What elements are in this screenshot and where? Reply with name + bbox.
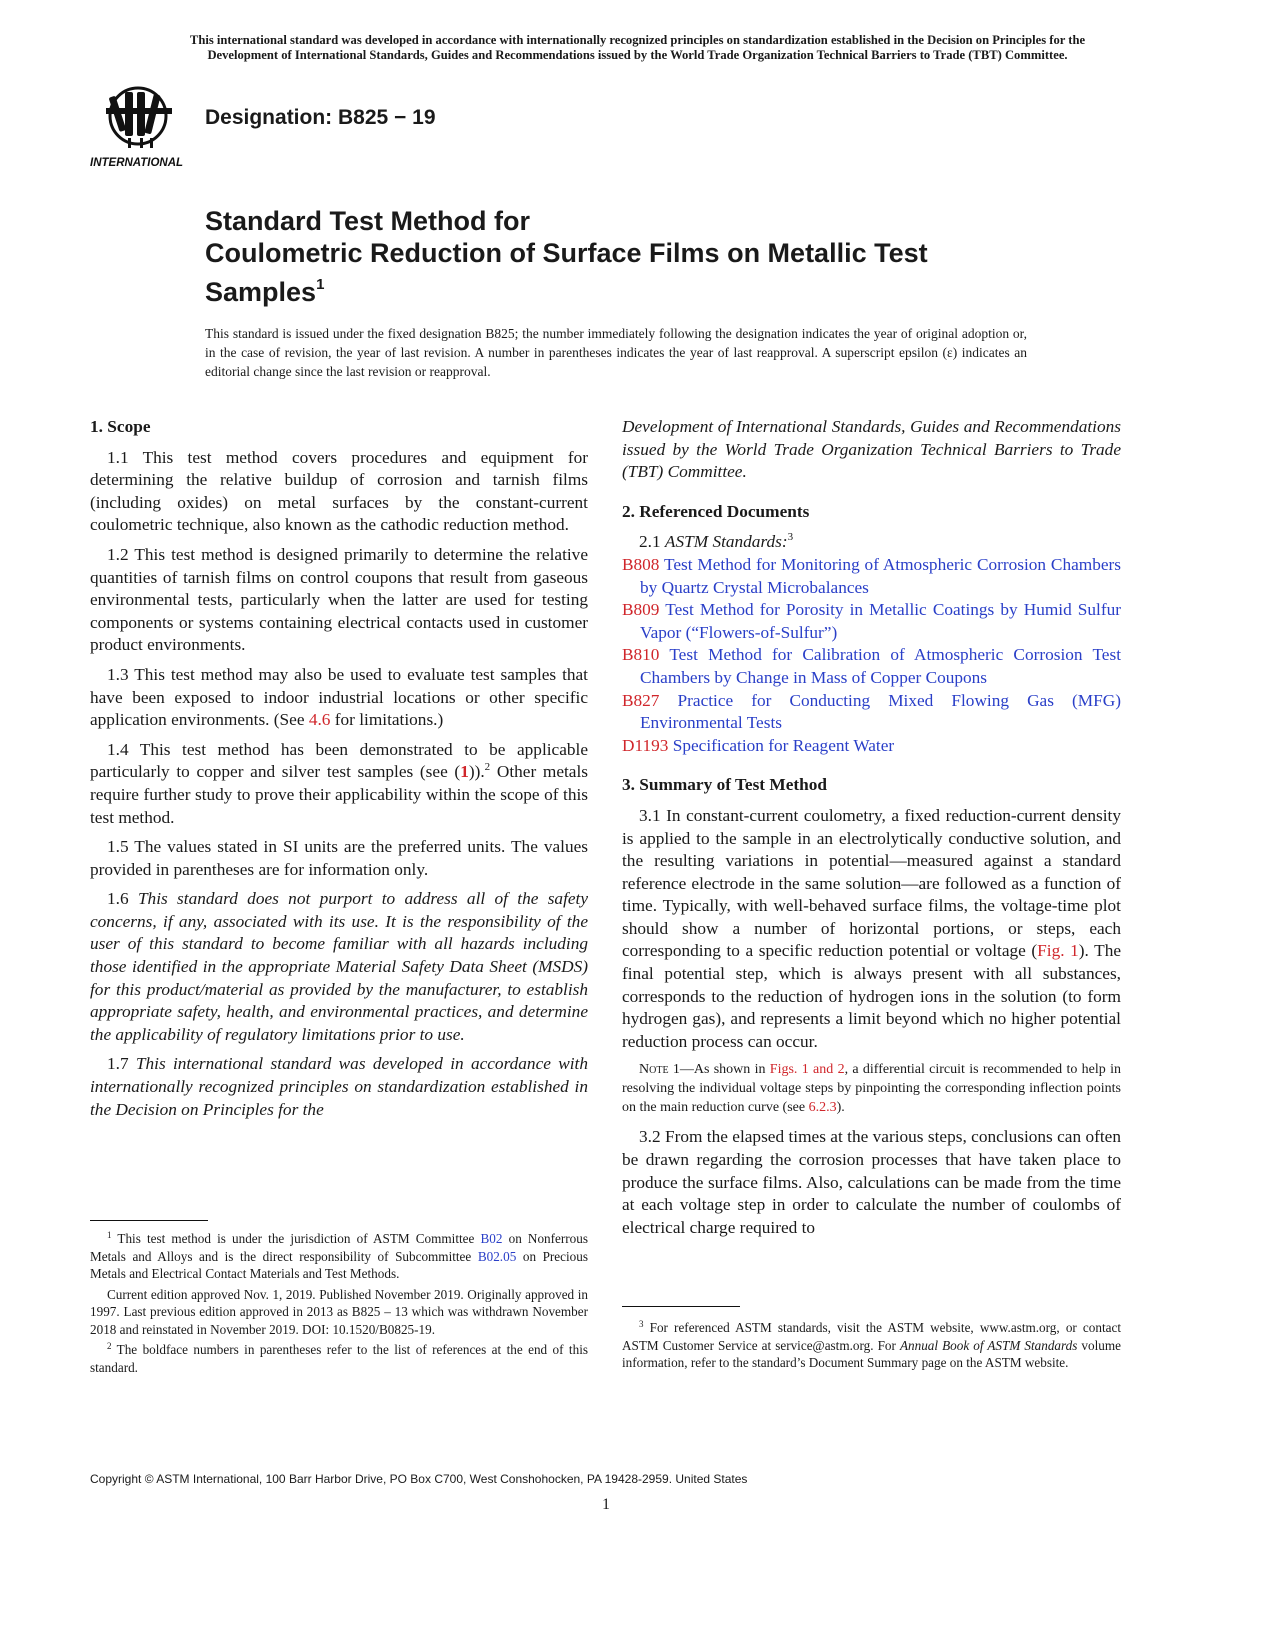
- paragraph-1-3-text-b: for limitations.): [330, 710, 444, 730]
- paragraph-1-7: [90, 1053, 588, 1121]
- footnotes-left: [90, 1230, 588, 1379]
- paragraph-1-3-text-a: 1.3 This test method may also be used to evaluate test samples that have been exposed to indoor industrial locations or other specific application environments. (See: [90, 664, 588, 730]
- paragraph-1-6: [90, 888, 588, 1046]
- paragraph-1-6-number: 1.6: [107, 889, 138, 909]
- footnote-3-text-a: For referenced ASTM standards, visit the ASTM website, www.astm.org, or contact ASTM Customer Service at service@astm.org. For: [622, 1320, 1121, 1353]
- title-line-2: Coulometric Reduction of Surface Films on Metallic Test: [205, 238, 928, 268]
- reference-code[interactable]: B810: [622, 645, 660, 665]
- paragraph-1-6-text: This standard does not purport to address all of the safety concerns, if any, associated with its use. It is the responsibility of the user of this standard to become familiar with all hazards including those identified in the appropriate Material Safety Data Sheet (MSDS) for this product/material as provided by the manufacturer, to establish appropriate safety, health, and environmental practices, and determine the applicability of regulatory limitations prior to use.: [90, 889, 589, 1044]
- paragraph-1-7-text: This international standard was developed in accordance with internationally recognized principles on standardization established in the Decision on Principles for the: [90, 1054, 588, 1119]
- footnote-2-text: The boldface numbers in parentheses refer to the list of references at the end of this standard.: [90, 1342, 588, 1375]
- reference-title[interactable]: Specification for Reagent Water: [668, 735, 895, 755]
- section-3-heading: 3. Summary of Test Method: [622, 775, 827, 795]
- committee-b02-link[interactable]: B02: [480, 1231, 503, 1246]
- reference-code[interactable]: B827: [622, 690, 660, 710]
- footnote-1-text-a: This test method is under the jurisdiction of ASTM Committee: [111, 1231, 481, 1246]
- footnotes-right: [622, 1319, 1121, 1375]
- paragraph-1-7-number: 1.7: [107, 1054, 136, 1074]
- logo-wordmark: INTERNATIONAL: [90, 157, 184, 169]
- paragraph-1-4-text-mid: )).: [468, 762, 485, 782]
- section-6-2-3-link[interactable]: 6.2.3: [808, 1100, 837, 1116]
- astm-logo-icon: [88, 82, 190, 170]
- subsection-2-1-number: 2.1: [639, 532, 665, 552]
- footnote-2: [90, 1341, 588, 1376]
- footnote-rule-left: [90, 1220, 208, 1221]
- reference-title[interactable]: Practice for Conducting Mixed Flowing Gas (MFG) Environmental Tests: [640, 690, 1121, 733]
- reference-b810[interactable]: [622, 644, 1121, 689]
- reference-code[interactable]: B808: [622, 554, 660, 574]
- title-line-3: [205, 269, 1105, 308]
- note-1-text-a: —As shown in: [679, 1062, 770, 1078]
- footnote-3: [622, 1319, 1121, 1372]
- footnote-1-edition: Current edition approved Nov. 1, 2019. Published November 2019. Originally approved in 1997. Last previous edition approved in 2013 as B825 – 13 which was withdrawn November 2018 and reinstated in November 2019. DOI: 10.1520/B0825-19.: [90, 1286, 588, 1337]
- note-1-text-b: , a differential circuit is recommended to help in resolving the individual voltage steps by pinpointing the corresponding inflection points on the main reduction curve (see: [622, 1062, 1121, 1116]
- reference-1-link[interactable]: 1: [460, 762, 469, 782]
- copyright-line: Copyright © ASTM International, 100 Barr Harbor Drive, PO Box C700, West Conshohocken, PA 19428-2959. United States: [90, 1472, 748, 1486]
- astm-logo: [88, 82, 190, 170]
- figure-1-link[interactable]: Fig. 1: [1037, 941, 1079, 961]
- designation: Designation: B825 − 19: [205, 106, 436, 129]
- astm-standards-label: ASTM Standards:: [664, 532, 788, 552]
- paragraph-1-2: 1.2 This test method is designed primarily to determine the relative quantities of tarnish films on control coupons that result from gaseous environmental tests, particularly when the latter are used for testing components or systems containing electrical contacts used in customer product environments.: [90, 544, 588, 655]
- subsection-2-1: [622, 531, 1121, 554]
- title-line-1: Standard Test Method for: [205, 206, 531, 236]
- reference-b827[interactable]: [622, 690, 1121, 735]
- reference-title[interactable]: Test Method for Calibration of Atmospheric Corrosion Test Chambers by Change in Mass of Copper Coupons: [640, 645, 1121, 687]
- footnote-3-mark: 3: [787, 531, 794, 544]
- subcommittee-b02-05-link[interactable]: B02.05: [477, 1248, 517, 1264]
- right-column: [622, 416, 1121, 1246]
- footnote-1-mark: 1: [107, 1230, 112, 1240]
- paragraph-1-4-text-a: 1.4 This test method has been demonstrated to be applicable particularly to copper and silver test samples (see (: [90, 739, 588, 782]
- issuance-statement: This standard is issued under the fixed designation B825; the number immediately following the designation indicates the year of original adoption or, in the case of revision, the year of last revision. A number in parentheses indicates the year of last reapproval. A superscript epsilon (ε) indicates an editorial change since the last revision or reapproval.: [205, 326, 1027, 379]
- document-title: [205, 205, 1105, 308]
- note-1: [622, 1060, 1121, 1117]
- reference-d1193[interactable]: [622, 735, 1121, 758]
- paragraph-1-3: [90, 664, 588, 732]
- footnote-rule-right: [622, 1306, 740, 1307]
- paragraph-1-4: [90, 739, 588, 829]
- footnote-3-marker: 3: [639, 1319, 644, 1329]
- footnote-1-text-b: on Nonferrous Metals and Alloys and is the direct responsibility of Subcommittee: [90, 1231, 588, 1264]
- paragraph-1-1: 1.1 This test method covers procedures and equipment for determining the relative buildup of corrosion and tarnish films (including oxides) on metal surfaces by the constant-current coulometric technique, also known as the cathodic reduction method.: [90, 447, 588, 535]
- footnote-2-marker: 2: [107, 1341, 112, 1351]
- paragraph-3-2: 3.2 From the elapsed times at the various steps, conclusions can often be drawn regarding the corrosion processes that have taken place to produce the surface films. Also, calculations can be made from the time at each voltage step in order to calculate the number of coulombs of electrical charge required to: [622, 1127, 1121, 1237]
- reference-code[interactable]: B809: [622, 600, 660, 620]
- footnote-2-mark: 2: [484, 761, 491, 774]
- standardization-notice: [90, 33, 1185, 63]
- paragraph-1-4-text-b: Other metals require further study to prove their applicability within the scope of this test method.: [90, 762, 588, 827]
- note-1-label: Note 1: [639, 1062, 680, 1078]
- section-1-heading: 1. Scope: [90, 417, 151, 436]
- notice-line-1: This international standard was developed in accordance with internationally recognized principles on standardization established in the Decision on Principles for the: [189, 33, 1086, 47]
- page-number: 1: [602, 1496, 610, 1513]
- paragraph-3-1: [622, 805, 1121, 1054]
- reference-title[interactable]: Test Method for Monitoring of Atmospheric Corrosion Chambers by Quartz Crystal Microbalances: [640, 554, 1121, 597]
- section-4-6-link[interactable]: 4.6: [308, 710, 331, 730]
- reference-code[interactable]: D1193: [622, 735, 669, 755]
- left-column: [90, 416, 588, 1128]
- title-footnote-mark: 1: [316, 276, 325, 293]
- reference-title[interactable]: Test Method for Porosity in Metallic Coatings by Humid Sulfur Vapor (“Flowers-of-Sulfur”): [640, 600, 1121, 642]
- reference-b809[interactable]: [622, 599, 1121, 644]
- paragraph-3-1-text-a: 3.1 In constant-current coulometry, a fixed reduction-current density is applied to the sample in an electrolytically conductive solution, and the resulting variations in potential—measured against a standard reference electrode in the same solution—are followed as a function of time. Typically, with well-behaved surface films, the voltage-time plot should show a number of horizontal portions, or steps, each corresponding to a specific reduction potential or voltage (: [622, 805, 1121, 961]
- footnote-3-text-b: volume information, refer to the standard’s Document Summary page on the ASTM website.: [622, 1337, 1121, 1370]
- paragraph-3-1-text-b: ). The final potential step, which is always present with all substances, corresponds to the reduction of hydrogen ions in the solution (to form hydrogen gas), and represents a limit beyond which no higher potential reduction process can occur.: [622, 941, 1122, 1051]
- footnote-1-text-c: on Precious Metals and Electrical Contact Materials and Test Methods.: [90, 1248, 589, 1281]
- title-line-3-text: Samples: [205, 277, 317, 307]
- footnote-1: [90, 1230, 588, 1283]
- paragraph-1-7-continued: Development of International Standards, Guides and Recommendations issued by the World Trade Organization Technical Barriers to Trade (TBT) Committee.: [622, 417, 1121, 482]
- reference-b808[interactable]: [622, 554, 1121, 599]
- notice-line-2: Development of International Standards, Guides and Recommendations issued by the World Trade Organization Technical Barriers to Trade (TBT) Committee.: [207, 48, 1068, 62]
- section-2-heading: 2. Referenced Documents: [622, 501, 810, 521]
- note-1-text-c: ).: [836, 1100, 845, 1116]
- annual-book-title: Annual Book of ASTM Standards: [899, 1337, 1078, 1353]
- figures-1-2-link[interactable]: Figs. 1 and 2: [769, 1062, 845, 1078]
- paragraph-1-5: 1.5 The values stated in SI units are the preferred units. The values provided in parentheses are for information only.: [90, 837, 588, 879]
